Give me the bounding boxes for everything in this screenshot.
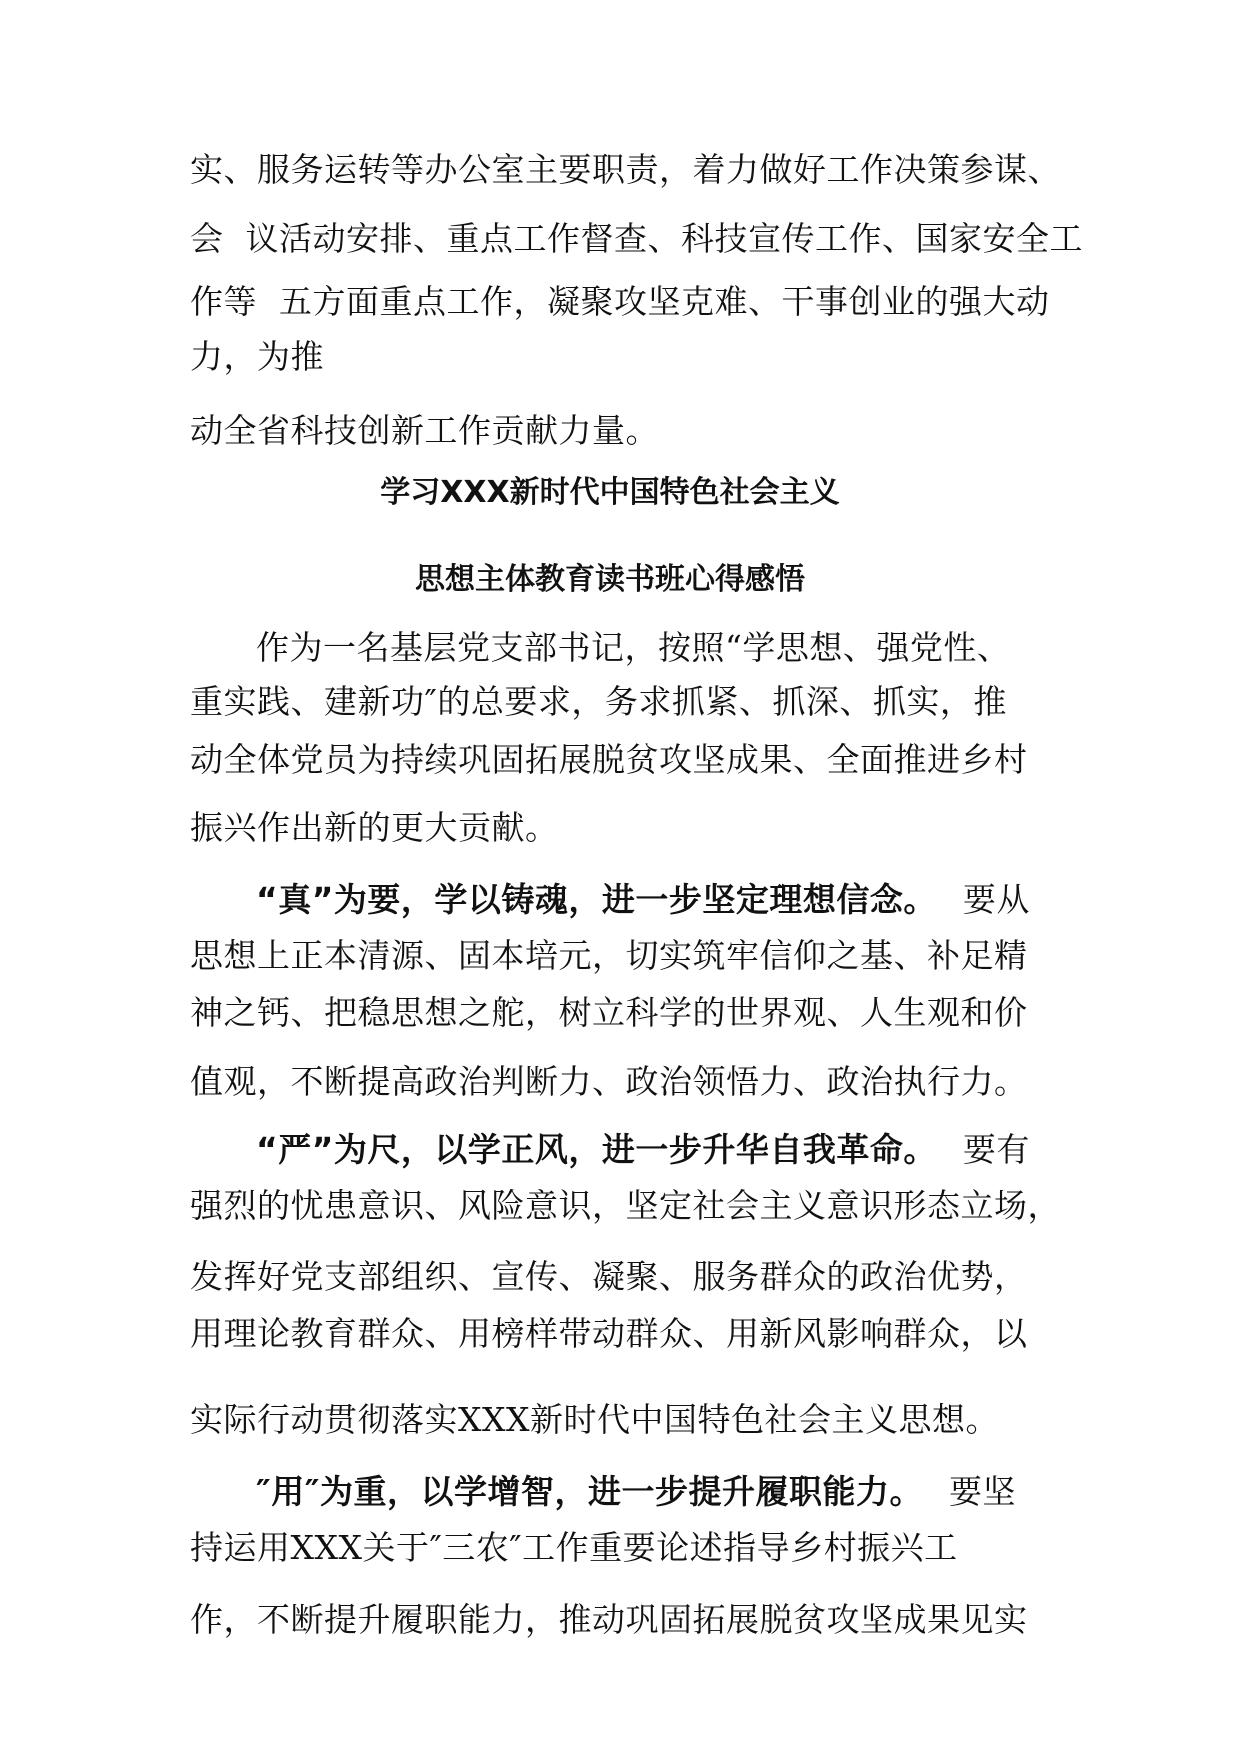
body-line: 作等 五方面重点工作，凝聚攻坚克难、干事创业的强大动	[190, 282, 1050, 321]
body-line: 动全省科技创新工作贡献力量。	[190, 411, 659, 450]
article-title-line-2: 思想主体教育读书班心得感悟	[415, 562, 805, 597]
section-first-line	[256, 1130, 1030, 1170]
section-line: 思想上正本清源、固本培元，切实筑牢信仰之基、补足精	[190, 936, 1028, 975]
body-line: 力，为推	[190, 337, 324, 376]
intro-line: 重实践、建新功″的总要求，务求抓紧、抓深、抓实，推	[190, 682, 1007, 721]
section-first-line	[256, 880, 1030, 920]
section-heading: ″用″为重，以学增智，进一步提升履职能力。	[256, 1472, 923, 1511]
section-line: 用理论教育群众、用榜样带动群众、用新风影响群众，以	[190, 1314, 1028, 1353]
section-line: 作，不断提升履职能力，推动巩固拓展脱贫攻坚成果见实	[190, 1600, 1028, 1639]
intro-line: 作为一名基层党支部书记，按照“学思想、强党性、	[256, 628, 1011, 667]
section-line: 神之钙、把稳思想之舵，树立科学的世界观、人生观和价	[190, 993, 1028, 1032]
section-line: 值观，不断提高政治判断力、政治领悟力、政治执行力。	[190, 1062, 1028, 1101]
section-text: 要坚	[949, 1472, 1016, 1511]
section-line: 发挥好党支部组织、宣传、凝聚、服务群众的政治优势，	[190, 1257, 1028, 1296]
body-line: 实、服务运转等办公室主要职责，着力做好工作决策参谋、	[190, 150, 1061, 189]
section-text: 要有	[962, 1130, 1030, 1169]
section-line: 持运用XXX关于″三农″工作重要论述指导乡村振兴工	[190, 1528, 958, 1567]
section-heading: “严”为尺，以学正风，进一步升华自我革命。	[256, 1130, 937, 1169]
section-heading: “真”为要，学以铸魂，进一步坚定理想信念。	[256, 880, 937, 919]
section-line: 实际行动贯彻落实XXX新时代中国特色社会主义思想。	[190, 1400, 999, 1439]
section-line: 强烈的忧患意识、风险意识，坚定社会主义意识形态立场，	[190, 1186, 1061, 1225]
section-first-line	[256, 1472, 1016, 1512]
section-text: 要从	[962, 880, 1030, 919]
body-line: 会 议活动安排、重点工作督查、科技宣传工作、国家安全工	[190, 219, 1083, 258]
intro-line: 动全体党员为持续巩固拓展脱贫攻坚成果、全面推进乡村	[190, 740, 1028, 779]
article-title-line-1: 学习XXX新时代中国特色社会主义	[380, 475, 840, 510]
intro-line: 振兴作出新的更大贡献。	[190, 808, 559, 847]
